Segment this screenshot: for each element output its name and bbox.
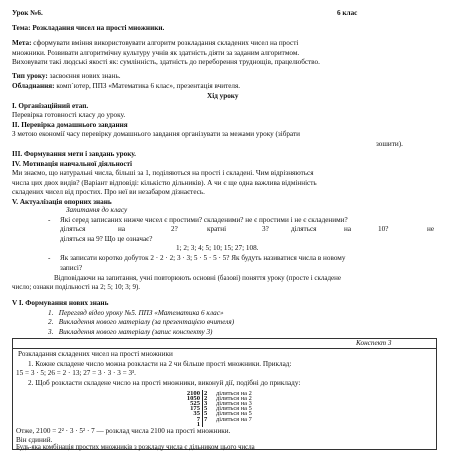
section-1-text: Перевірка готовності класу до уроку. (12, 111, 126, 119)
section-3-title: ІІІ. Формування мети і завдань уроку. (12, 150, 136, 158)
question-1-line-2-b: на (118, 225, 126, 233)
section-5-subtitle: Запитання до класу (66, 206, 128, 214)
number-list: 1; 2; 3; 4; 5; 10; 15; 27; 108. (176, 244, 259, 252)
lesson-number: Урок №6. (12, 9, 43, 17)
section-4-line-2: числа цих двох видів? (Варіант відповіді: кількістю дільників). А чи є ще одна важлива відмінність (12, 178, 317, 187)
section-6-item-2: 2. Викладення нового матеріалу (за презентацією вчителя) (48, 318, 235, 326)
goal-text-1: сформувати вміння використовувати алгоритм розкладання складених чисел на прості (33, 39, 299, 47)
factor-note: ділиться на 5 (216, 410, 252, 418)
section-2-line-2: зошити). (376, 139, 403, 148)
konspekt-point-1-line-1: 1. Кожне складене число можна розкласти на 2 чи більше прості множники. Приклад: (28, 359, 292, 368)
section-4-line-1: Ми знаємо, що натуральні числа, більші за 1, поділяються на прості і складені. Чим відрізняються (12, 169, 314, 177)
factor-divisor: 2 (204, 390, 208, 397)
section-4-title: ІV. Мотивація навчальної діяльності (12, 159, 133, 168)
section-4-line-3: складених чисел від простих. Про неї ви незабаром дізнаєтесь. (12, 188, 205, 196)
topic-label: Тема: (12, 24, 31, 32)
after-questions-line-1: Відповідаючи на запитання, учні повторюють основні (базові) поняття уроку (просте і складене (54, 273, 342, 282)
factor-note: ділиться на 5 (216, 405, 252, 413)
question-1-line-2-a: діляться (60, 225, 86, 233)
konspekt-last: Будь-яка комбінація простих множників з розкладу числа є дільником цього числа (16, 444, 255, 451)
section-6-item-3-text: Викладення нового матеріалу (запис конспекту 3) (58, 327, 213, 336)
question-1-bullet: - (48, 215, 51, 224)
question-1-line-2-e: 3? (262, 225, 269, 233)
question-1-line-3: діляться на 9? Що це означає? (60, 234, 153, 243)
lesson-type-label: Тип уроку: (12, 72, 48, 80)
factor-divisor: 7 (204, 415, 208, 423)
factor-dividend: 1 (196, 420, 200, 428)
section-6-item-3: 3. Викладення нового матеріалу (запис конспекту 3) (48, 327, 213, 336)
factor-note: ділиться на 3 (216, 400, 252, 408)
section-6-item-1-text: Перегляд відео уроку №5. ППЗ «Математика 6 клас» (58, 308, 224, 317)
section-6-title: V І. Формування нових знань (12, 299, 109, 307)
goal-label: Мета: (12, 39, 32, 47)
question-1-line-2-h: 10? (378, 225, 389, 233)
goal-text-3: Виховувати такі людські якості як: сумлінність, здатність до переборення труднощів, працелюбство. (12, 58, 320, 66)
section-2-line-1: З метою економії часу перевірку домашнього завдання організувати за межами уроку (зібрати (12, 130, 300, 138)
factor-divisor: 3 (204, 400, 208, 408)
equipment-line (12, 82, 240, 91)
factor-dividend: 7 (196, 415, 200, 423)
lesson-type-line (12, 72, 121, 81)
konspekt-divider (12, 348, 437, 349)
konspekt-result: Отже, 2100 = 2² · 3 · 5² · 7 — розклад числа 2100 на прості множники. (16, 426, 231, 435)
course-title: Хід уроку (207, 91, 239, 100)
konspekt-label: Конспект 3 (356, 339, 392, 347)
konspekt-title: Розкладання складених чисел на прості множники (18, 350, 173, 358)
factor-dividend: 2100 (186, 390, 200, 397)
question-2-bullet: - (48, 254, 51, 262)
section-1-title: І. Організаційний етап. (12, 101, 89, 110)
topic-text: Розкладання чисел на прості множники. (32, 24, 165, 32)
factor-divisor: 5 (204, 410, 208, 418)
factor-divisor: 2 (204, 395, 208, 403)
factor-dividend: 35 (193, 410, 200, 418)
equipment-label: Обладнання: (12, 81, 55, 90)
konspekt-point-1-line-2: 15 = 3 · 5; 26 = 2 · 13; 27 = 3 · 3 · 3 = 3³. (16, 369, 136, 377)
grade-label: 6 клас (337, 9, 358, 17)
section-5-title: V. Актуалізація опорних знань (12, 197, 112, 206)
question-1-line-2-d: кратні (207, 225, 227, 233)
factor-note: ділиться на 7 (216, 415, 252, 423)
factor-dividend: 175 (190, 405, 200, 413)
question-2-line-1: Як записати коротко добуток 2 · 2 · 2; 3 · 3; 5 · 5 · 5 · 5? Як будуть називатися числа в новому (60, 254, 346, 262)
question-1-line-2-i: не (427, 225, 435, 233)
factor-dividend: 525 (190, 400, 200, 408)
question-2-line-2: записі? (60, 263, 83, 272)
section-2-title: ІІ. Перевірка домашнього завдання (12, 120, 128, 129)
section-6-item-1: 1. Перегляд відео уроку №5. ППЗ «Математика 6 клас» (48, 308, 224, 317)
question-1-line-2-c: 2? (171, 225, 178, 233)
lesson-type-text: засвоєння нових знань. (49, 72, 121, 80)
factor-note: ділиться на 2 (216, 390, 252, 397)
konspekt-point-2: 2. Щоб розкласти складене число на прості множники, виконуй дії, подібні до прикладу: (28, 378, 301, 387)
goal-line-1 (12, 39, 298, 48)
factor-divisor: 5 (204, 405, 208, 413)
after-questions-line-2: число; ознаки подільності на 2; 5; 10; 3; 9). (12, 283, 141, 291)
question-1-line-1: Які серед записаних нижче чисел є простими? складеними? не є простими і не є складеними? (60, 215, 348, 224)
question-1-line-2-f: діляться (291, 225, 317, 233)
topic-line (12, 24, 164, 33)
konspekt-unique: Він єдиний. (16, 435, 53, 444)
factor-divider-line (202, 390, 203, 427)
factor-note: ділиться на 2 (216, 395, 252, 403)
section-6-item-2-text: Викладення нового матеріалу (за презентацією вчителя) (58, 318, 235, 326)
goal-text-2: множники. Розвивати алгоритмічну культуру учнів як здатність діяти за заданим алгоритмом. (12, 48, 300, 57)
question-1-line-2-g: на (344, 225, 352, 233)
equipment-text: комп`ютер, ППЗ «Математика 6 клас», презентація вчителя. (56, 81, 241, 90)
factor-dividend: 1050 (186, 395, 200, 403)
